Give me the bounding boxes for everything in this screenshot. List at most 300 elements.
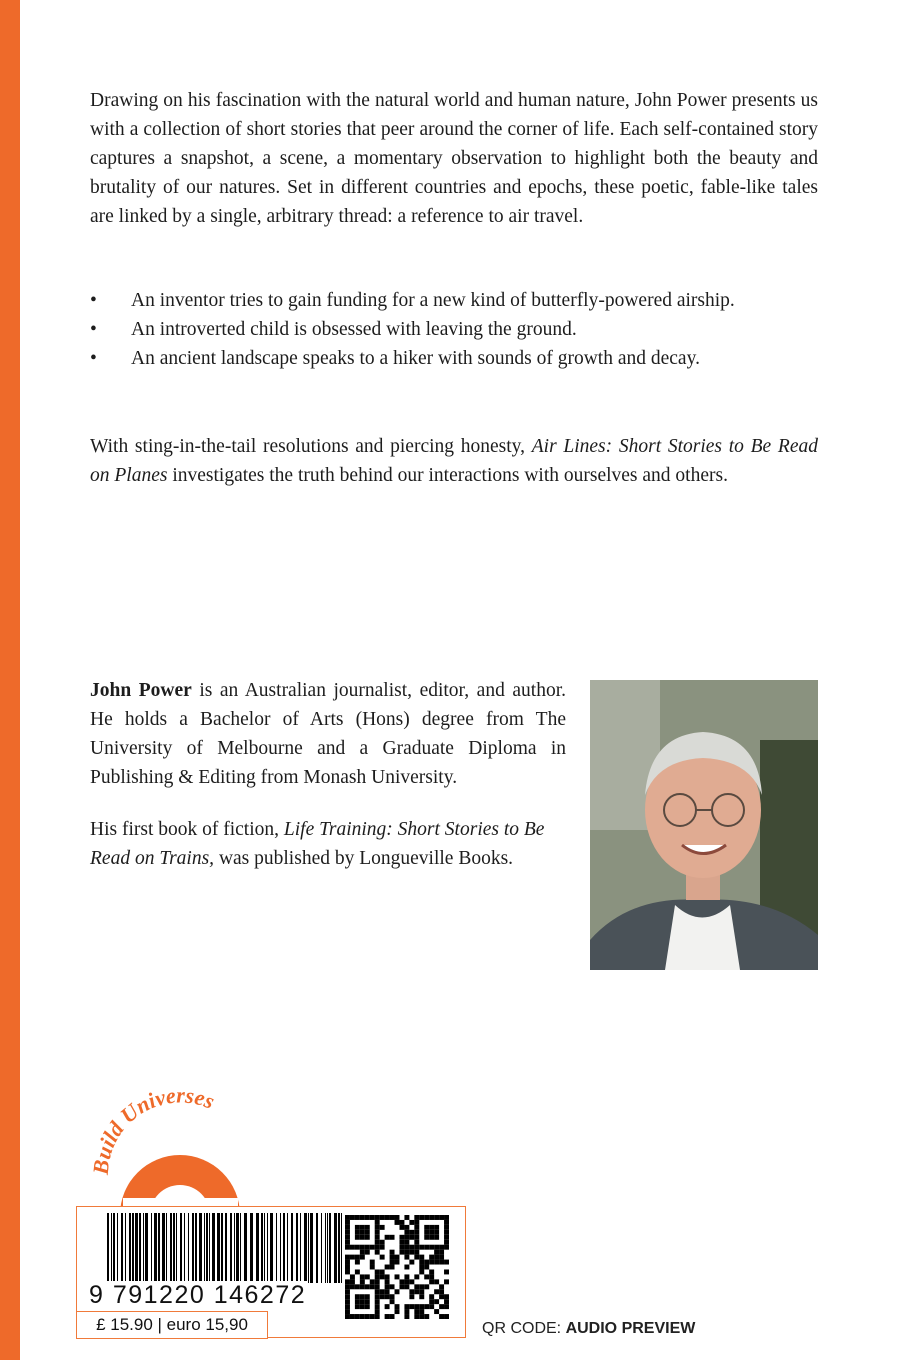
barcode-bar: [250, 1213, 253, 1283]
qr-module: [375, 1250, 380, 1255]
barcode-bar: [180, 1213, 182, 1283]
qr-module: [409, 1294, 414, 1299]
barcode-bar: [230, 1213, 232, 1283]
qr-module: [419, 1269, 424, 1274]
barcode-bar: [240, 1213, 241, 1283]
barcode-bar: [325, 1213, 326, 1283]
qr-module: [360, 1274, 365, 1279]
qr-module: [414, 1304, 419, 1309]
barcode-bar: [176, 1213, 177, 1283]
qr-module: [355, 1299, 360, 1304]
barcode-bar: [287, 1213, 288, 1283]
qr-module: [419, 1304, 424, 1309]
qr-module: [365, 1215, 370, 1220]
qr-module: [385, 1279, 390, 1284]
qr-module: [375, 1274, 380, 1279]
qr-module: [439, 1215, 444, 1220]
qr-module: [380, 1294, 385, 1299]
qr-module: [365, 1250, 370, 1255]
barcode-bar: [143, 1213, 144, 1283]
qr-module: [399, 1245, 404, 1250]
barcode-bar: [264, 1213, 265, 1283]
qr-module: [385, 1304, 390, 1309]
barcode-bar: [125, 1213, 126, 1283]
qr-module: [385, 1294, 390, 1299]
qr-module: [355, 1225, 360, 1230]
qr-module: [424, 1304, 429, 1309]
qr-module: [385, 1274, 390, 1279]
qr-module: [414, 1220, 419, 1225]
spine-stripe: [0, 0, 20, 1360]
qr-module: [375, 1230, 380, 1235]
qr-module: [429, 1230, 434, 1235]
qr-module: [365, 1284, 370, 1289]
qr-module: [345, 1284, 350, 1289]
qr-module: [404, 1255, 409, 1260]
barcode-bar: [296, 1213, 298, 1283]
qr-module: [345, 1235, 350, 1240]
qr-module: [360, 1284, 365, 1289]
qr-module: [395, 1274, 400, 1279]
qr-module: [404, 1250, 409, 1255]
qr-module: [409, 1260, 414, 1265]
qr-module: [444, 1294, 449, 1299]
story-bullet-list: [90, 286, 818, 373]
qr-module: [345, 1304, 350, 1309]
qr-module: [345, 1215, 350, 1220]
qr-module: [360, 1225, 365, 1230]
qr-module: [375, 1299, 380, 1304]
qr-module: [350, 1314, 355, 1319]
qr-module: [424, 1284, 429, 1289]
qr-module: [414, 1240, 419, 1245]
qr-module: [444, 1225, 449, 1230]
qr-module: [390, 1255, 395, 1260]
qr-module: [434, 1255, 439, 1260]
qr-module: [390, 1235, 395, 1240]
qr-module: [424, 1225, 429, 1230]
qr-module: [399, 1284, 404, 1289]
qr-module: [345, 1279, 350, 1284]
qr-module: [385, 1284, 390, 1289]
qr-module: [355, 1235, 360, 1240]
barcode-bar: [236, 1213, 239, 1283]
qr-module: [424, 1230, 429, 1235]
qr-module: [429, 1225, 434, 1230]
qr-module: [439, 1304, 444, 1309]
qr-module: [345, 1220, 350, 1225]
qr-module: [390, 1314, 395, 1319]
barcode-bar: [162, 1213, 165, 1283]
qr-module: [385, 1265, 390, 1270]
qr-module: [365, 1304, 370, 1309]
qr-module: [444, 1304, 449, 1309]
qr-module: [399, 1279, 404, 1284]
qr-module: [355, 1255, 360, 1260]
qr-module: [395, 1215, 400, 1220]
qr-module: [345, 1314, 350, 1319]
qr-module: [419, 1265, 424, 1270]
qr-module: [365, 1294, 370, 1299]
qr-code-icon[interactable]: [345, 1215, 449, 1319]
qr-module: [404, 1230, 409, 1235]
qr-module: [355, 1269, 360, 1274]
barcode-bar: [195, 1213, 197, 1283]
qr-module: [365, 1314, 370, 1319]
qr-module: [434, 1289, 439, 1294]
qr-module: [355, 1245, 360, 1250]
qr-module: [429, 1215, 434, 1220]
bullet-glyph: •: [90, 348, 97, 369]
qr-module: [414, 1309, 419, 1314]
qr-module: [429, 1255, 434, 1260]
qr-module: [345, 1309, 350, 1314]
qr-module: [365, 1235, 370, 1240]
qr-module: [385, 1235, 390, 1240]
qr-module: [390, 1299, 395, 1304]
qr-module: [444, 1299, 449, 1304]
qr-module: [360, 1255, 365, 1260]
qr-module: [370, 1265, 375, 1270]
qr-module: [365, 1225, 370, 1230]
bullet-glyph: •: [90, 290, 97, 311]
barcode-bar: [113, 1213, 115, 1283]
qr-module: [365, 1299, 370, 1304]
qr-module: [414, 1225, 419, 1230]
qr-module: [414, 1284, 419, 1289]
qr-module: [390, 1260, 395, 1265]
barcode-bar: [256, 1213, 259, 1283]
qr-module: [414, 1274, 419, 1279]
qr-module: [419, 1260, 424, 1265]
barcode-bar: [166, 1213, 167, 1283]
qr-module: [395, 1255, 400, 1260]
qr-module: [345, 1265, 350, 1270]
qr-module: [419, 1284, 424, 1289]
qr-module: [434, 1260, 439, 1265]
qr-module: [404, 1314, 409, 1319]
qr-module: [419, 1255, 424, 1260]
barcode-bar: [283, 1213, 285, 1283]
barcode-bar: [111, 1213, 112, 1283]
qr-module: [380, 1245, 385, 1250]
barcode-bar: [334, 1213, 337, 1283]
qr-module: [444, 1235, 449, 1240]
qr-module: [414, 1314, 419, 1319]
qr-module: [424, 1235, 429, 1240]
author-portrait-illustration: [590, 680, 818, 970]
qr-module: [350, 1245, 355, 1250]
qr-module: [365, 1245, 370, 1250]
barcode-bar: [244, 1213, 247, 1283]
bullet-text: An ancient landscape speaks to a hiker with sounds of growth and decay.: [131, 348, 700, 369]
qr-module: [355, 1230, 360, 1235]
qr-module: [424, 1314, 429, 1319]
qr-module: [419, 1215, 424, 1220]
qr-module: [360, 1294, 365, 1299]
barcode-bar: [212, 1213, 215, 1283]
qr-module: [444, 1260, 449, 1265]
qr-module: [370, 1279, 375, 1284]
barcode-bar: [132, 1213, 134, 1283]
qr-module: [409, 1250, 414, 1255]
qr-module: [360, 1314, 365, 1319]
qr-module: [404, 1225, 409, 1230]
barcode-bar: [261, 1213, 263, 1283]
qr-module: [380, 1225, 385, 1230]
qr-caption: QR CODE: AUDIO PREVIEW: [482, 1320, 696, 1337]
qr-module: [444, 1269, 449, 1274]
barcode-bar: [321, 1213, 322, 1283]
qr-module: [375, 1314, 380, 1319]
qr-module: [429, 1269, 434, 1274]
barcode-bar: [341, 1213, 342, 1283]
qr-module: [390, 1215, 395, 1220]
qr-module: [414, 1255, 419, 1260]
qr-module: [360, 1299, 365, 1304]
qr-module: [404, 1309, 409, 1314]
barcode-bar: [188, 1213, 189, 1283]
qr-module: [434, 1235, 439, 1240]
qr-module: [380, 1255, 385, 1260]
qr-module: [414, 1215, 419, 1220]
qr-module: [429, 1299, 434, 1304]
qr-module: [434, 1225, 439, 1230]
qr-module: [355, 1284, 360, 1289]
qr-module: [424, 1215, 429, 1220]
barcode-bar: [170, 1213, 172, 1283]
qr-module: [419, 1309, 424, 1314]
barcode-bar: [304, 1213, 307, 1283]
qr-module: [350, 1284, 355, 1289]
qr-module: [390, 1294, 395, 1299]
qr-module: [399, 1235, 404, 1240]
qr-module: [414, 1235, 419, 1240]
qr-module: [424, 1245, 429, 1250]
qr-module: [380, 1269, 385, 1274]
author-bio: John Power is an Australian journalist, editor, and author. He holds a Bachelor of Arts (Hons) degree from The University of Melbourne and a Graduate Diploma in Publishing & Editing from Monash University.: [90, 680, 566, 788]
closing-paragraph: With sting-in-the-tail resolutions and piercing honesty, Air Lines: Short Stories to Be Read on Planes investigates the truth behind our interactions with ourselves and others.: [90, 436, 818, 486]
qr-module: [424, 1265, 429, 1270]
qr-module: [345, 1225, 350, 1230]
qr-module: [404, 1279, 409, 1284]
qr-module: [345, 1230, 350, 1235]
qr-module: [404, 1245, 409, 1250]
qr-module: [395, 1220, 400, 1225]
qr-module: [360, 1304, 365, 1309]
barcode-bar: [117, 1213, 118, 1283]
barcode-bar: [145, 1213, 148, 1283]
blurb-paragraph: Drawing on his fascination with the natural world and human nature, John Power presents us with a collection of short stories that peer around the corner of life. Each self-contained story captures a snapshot, a scene, a momentary observation to highlight both the beauty and brutality of our natures. Set in different countries and epochs, these poetic, fable-like tales are linked by a single, arbitrary thread: a reference to air travel.: [90, 90, 818, 227]
isbn-number: 9 791220 146272: [89, 1281, 307, 1309]
qr-module: [375, 1225, 380, 1230]
qr-module: [375, 1279, 380, 1284]
qr-module: [355, 1215, 360, 1220]
qr-module: [355, 1260, 360, 1265]
qr-module: [409, 1220, 414, 1225]
qr-module: [360, 1279, 365, 1284]
qr-module: [390, 1250, 395, 1255]
qr-module: [375, 1240, 380, 1245]
barcode-bar: [316, 1213, 318, 1283]
story-bullet: [90, 315, 818, 344]
qr-module: [434, 1215, 439, 1220]
barcode-bar: [270, 1213, 273, 1283]
qr-module: [404, 1235, 409, 1240]
qr-module: [444, 1220, 449, 1225]
qr-module: [375, 1294, 380, 1299]
barcode-bar: [154, 1213, 157, 1283]
qr-module: [404, 1304, 409, 1309]
qr-module: [375, 1289, 380, 1294]
qr-module: [375, 1284, 380, 1289]
barcode-bar: [151, 1213, 152, 1283]
qr-module: [345, 1255, 350, 1260]
qr-module: [414, 1250, 419, 1255]
qr-module: [409, 1289, 414, 1294]
qr-module: [360, 1250, 365, 1255]
qr-module: [385, 1289, 390, 1294]
qr-module: [414, 1289, 419, 1294]
qr-module: [370, 1215, 375, 1220]
author-name: John Power: [90, 680, 192, 701]
qr-module: [414, 1230, 419, 1235]
qr-module: [345, 1294, 350, 1299]
qr-module: [429, 1245, 434, 1250]
qr-module: [355, 1304, 360, 1309]
qr-module: [429, 1260, 434, 1265]
barcode-bar: [327, 1213, 328, 1283]
qr-module: [429, 1304, 434, 1309]
qr-module: [370, 1284, 375, 1289]
qr-module: [390, 1265, 395, 1270]
qr-module: [409, 1230, 414, 1235]
qr-module: [419, 1314, 424, 1319]
qr-module: [399, 1225, 404, 1230]
qr-module: [355, 1294, 360, 1299]
qr-module: [439, 1250, 444, 1255]
price-label: £ 15.90 | euro 15,90: [76, 1311, 268, 1339]
qr-module: [409, 1304, 414, 1309]
qr-module: [419, 1245, 424, 1250]
barcode-bar: [280, 1213, 281, 1283]
qr-module: [439, 1255, 444, 1260]
previous-book-title: Life Training: Short Stories to Be Read on Trains,: [90, 819, 545, 869]
qr-module: [345, 1299, 350, 1304]
qr-module: [419, 1289, 424, 1294]
qr-module: [370, 1260, 375, 1265]
qr-module: [434, 1245, 439, 1250]
qr-module: [385, 1314, 390, 1319]
qr-module: [424, 1260, 429, 1265]
qr-module: [345, 1240, 350, 1245]
story-bullet: [90, 344, 818, 373]
qr-module: [419, 1294, 424, 1299]
logo-text: Build Universes: [88, 1082, 219, 1176]
story-bullet: [90, 286, 818, 315]
barcode-bar: [217, 1213, 220, 1283]
qr-module: [429, 1279, 434, 1284]
qr-module: [370, 1314, 375, 1319]
barcode-bar: [192, 1213, 194, 1283]
qr-module: [424, 1274, 429, 1279]
qr-module: [444, 1245, 449, 1250]
barcode-bar: [121, 1213, 123, 1283]
qr-module: [434, 1250, 439, 1255]
qr-module: [395, 1289, 400, 1294]
qr-module: [375, 1220, 380, 1225]
qr-module: [345, 1289, 350, 1294]
qr-module: [375, 1245, 380, 1250]
barcode-bar: [129, 1213, 131, 1283]
qr-module: [390, 1284, 395, 1289]
qr-module: [404, 1274, 409, 1279]
barcode-bar: [225, 1213, 227, 1283]
qr-module: [365, 1230, 370, 1235]
qr-module: [380, 1215, 385, 1220]
qr-module: [429, 1294, 434, 1299]
qr-module: [439, 1260, 444, 1265]
barcode-bar: [209, 1213, 210, 1283]
barcode-bar: [291, 1213, 293, 1283]
qr-module: [444, 1230, 449, 1235]
qr-module: [429, 1274, 434, 1279]
qr-module: [380, 1289, 385, 1294]
qr-module: [380, 1274, 385, 1279]
barcode-bar: [107, 1213, 109, 1283]
qr-module: [444, 1215, 449, 1220]
barcode-bar: [234, 1213, 235, 1283]
qr-module: [429, 1235, 434, 1240]
qr-module: [444, 1279, 449, 1284]
barcode-bar: [199, 1213, 202, 1283]
qr-module: [434, 1309, 439, 1314]
qr-module: [404, 1215, 409, 1220]
qr-module: [399, 1250, 404, 1255]
bullet-text: An introverted child is obsessed with leaving the ground.: [131, 319, 577, 340]
qr-module: [360, 1215, 365, 1220]
qr-module: [404, 1240, 409, 1245]
qr-module: [439, 1245, 444, 1250]
bullet-text: An inventor tries to gain funding for a new kind of butterfly-powered airship.: [131, 290, 735, 311]
qr-module: [345, 1269, 350, 1274]
barcode-panel: [76, 1206, 466, 1338]
author-previous-book: His first book of fiction, Life Training: Short Stories to Be Read on Trains, was published by Longueville Books.: [90, 819, 545, 869]
qr-module: [375, 1235, 380, 1240]
qr-module: [385, 1215, 390, 1220]
barcode-bar: [267, 1213, 268, 1283]
qr-module: [434, 1279, 439, 1284]
qr-module: [439, 1314, 444, 1319]
qr-module: [345, 1245, 350, 1250]
qr-module: [375, 1309, 380, 1314]
qr-module: [350, 1215, 355, 1220]
barcode-bar: [139, 1213, 141, 1283]
barcode-bar: [329, 1213, 331, 1283]
qr-module: [360, 1245, 365, 1250]
qr-module: [404, 1284, 409, 1289]
qr-module: [434, 1299, 439, 1304]
barcode-bar: [300, 1213, 301, 1283]
qr-module: [414, 1245, 419, 1250]
barcode-bar: [338, 1213, 340, 1283]
qr-module: [395, 1260, 400, 1265]
barcode-bar: [158, 1213, 160, 1283]
qr-module: [365, 1274, 370, 1279]
barcode-bar: [184, 1213, 185, 1283]
qr-module: [444, 1314, 449, 1319]
barcode-bar: [173, 1213, 175, 1283]
